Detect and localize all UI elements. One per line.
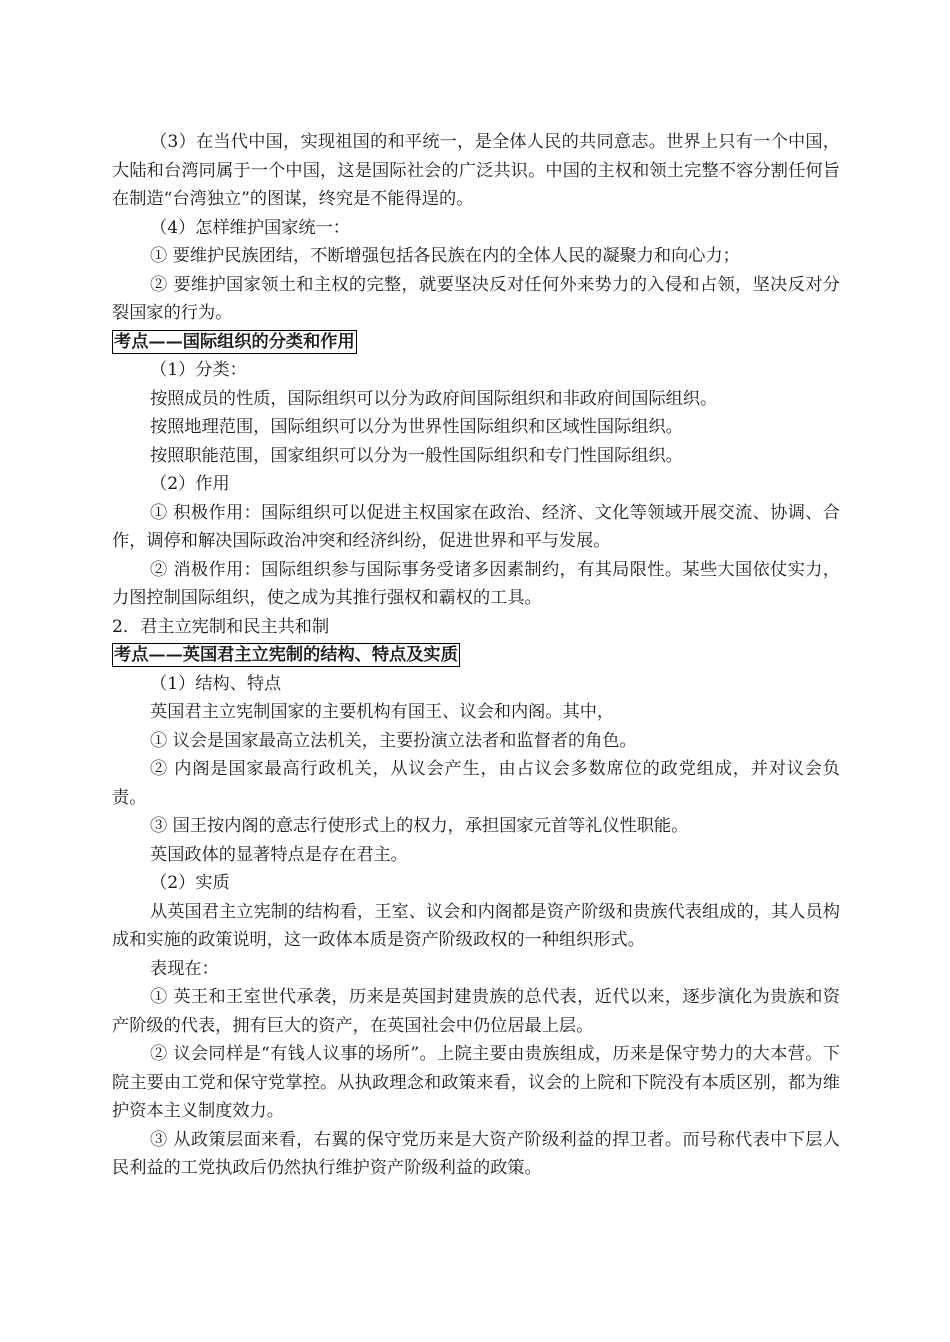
paragraph: 表现在：: [150, 958, 219, 979]
section-heading-row: [112, 641, 840, 670]
paragraph: ② 议会同样是“有钱人议事的场所”。上院主要由贵族组成，历来是保守势力的大本营。下院主要由工党和保守党掌控。从执政理念和政策来看，议会的上院和下院没有本质区别，都为维护资本主义制度效力。: [112, 1044, 840, 1121]
paragraph: （1）结构、特点: [150, 673, 282, 694]
paragraph: （3）在当代中国，实现祖国的和平统一，是全体人民的共同意志。世界上只有一个中国，大陆和台湾同属于一个中国，这是国际社会的广泛共识。中国的主权和领土完整不容分割任何旨在制造“台湾独立”的图谋，终究是不能得逞的。: [112, 132, 840, 209]
paragraph: ③ 国王按内阁的意志行使形式上的权力，承担国家元首等礼仪性职能。: [150, 816, 689, 836]
section-heading: 考点——国际组织的分类和作用: [114, 331, 355, 352]
paragraph: （2）作用: [150, 474, 230, 494]
paragraph: 按照职能范围，国家组织可以分为一般性国际组织和专门性国际组织。: [150, 445, 683, 466]
paragraph: ③ 从政策层面来看，右翼的保守党历来是大资产阶级利益的捍卫者。而号称代表中下层人民利益的工党执政后仍然执行维护资产阶级利益的政策。: [112, 1129, 840, 1178]
paragraph: 英国君主立宪制国家的主要机构有国王、议会和内阁。其中，: [150, 702, 615, 722]
paragraph: ① 要维护民族团结，不断增强包括各民族在内的全体人民的凝聚力和向心力；: [150, 246, 740, 266]
paragraph: 2．君主立宪制和民主共和制: [112, 616, 330, 637]
paragraph: ② 内阁是国家最高行政机关，从议会产生，由占议会多数席位的政党组成，并对议会负责。: [112, 759, 840, 808]
paragraph: （4）怎样维护国家统一：: [150, 217, 350, 238]
paragraph: （1）分类：: [150, 360, 247, 380]
paragraph: 英国政体的显著特点是存在君主。: [150, 844, 408, 865]
paragraph: ② 消极作用：国际组织参与国际事务受诸多因素制约，有其局限性。某些大国依仗实力，力图控制国际组织，使之成为其推行强权和霸权的工具。: [112, 559, 840, 608]
paragraph: 按照地理范围，国际组织可以分为世界性国际组织和区域性国际组织。: [150, 417, 683, 437]
paragraph: （2）实质: [150, 873, 230, 893]
paragraph: ① 积极作用：国际组织可以促进主权国家在政治、经济、文化等领域开展交流、协调、合作，调停和解决国际政治冲突和经济纠纷，促进世界和平与发展。: [112, 502, 840, 551]
paragraph: ① 英王和王室世代承袭，历来是英国封建贵族的总代表，近代以来，逐步演化为贵族和资产阶级的代表，拥有巨大的资产，在英国社会中仍位居最上层。: [112, 987, 840, 1036]
paragraph: ② 要维护国家领土和主权的完整，就要坚决反对任何外来势力的入侵和占领，坚决反对分裂国家的行为。: [112, 274, 840, 323]
document-page: [112, 128, 840, 1183]
section-heading-row: [112, 328, 840, 357]
section-heading: 考点——英国君主立宪制的结构、特点及实质: [114, 645, 458, 665]
paragraph: ① 议会是国家最高立法机关，主要扮演立法者和监督者的角色。: [150, 730, 637, 751]
paragraph: 按照成员的性质，国际组织可以分为政府间国际组织和非政府间国际组织。: [150, 388, 718, 409]
paragraph: 从英国君主立宪制的结构看，王室、议会和内阁都是资产阶级和贵族代表组成的，其人员构成和实施的政策说明，这一政体本质是资产阶级政权的一种组织形式。: [112, 901, 840, 950]
